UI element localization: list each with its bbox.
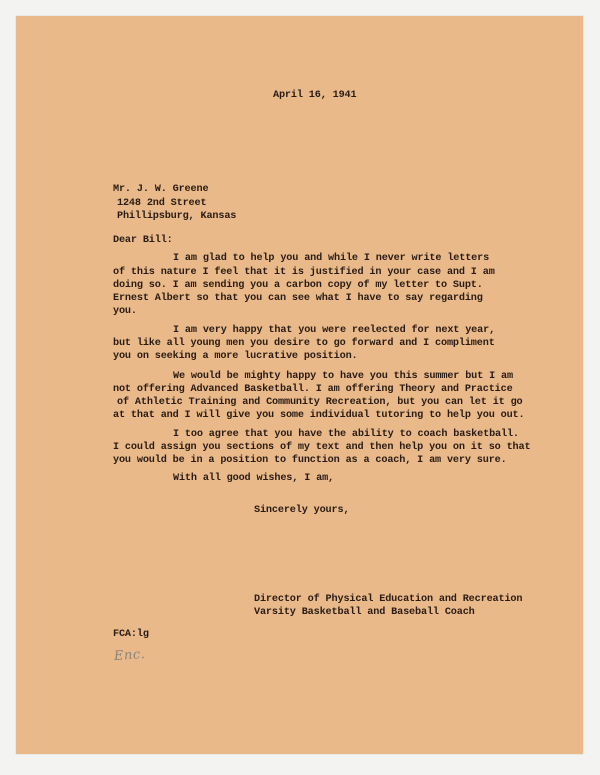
letter-date: April 16, 1941 [273,90,357,101]
paragraph-3-line-1: We would be mighty happy to have you this summer but I am [173,371,513,382]
closing: Sincerely yours, [254,505,350,516]
paragraph-1-line-5: you. [113,306,137,317]
paragraph-2-line-2: but like all young men you desire to go forward and I compliment [113,338,495,349]
paragraph-4-line-1: I too agree that you have the ability to coach basketball. [173,429,519,440]
signature-title-2: Varsity Basketball and Baseball Coach [254,607,475,618]
good-wishes: With all good wishes, I am, [173,473,335,484]
typist-initials: FCA:lg [113,629,149,640]
paragraph-2-line-1: I am very happy that you were reelected for next year, [173,325,496,336]
paragraph-4-line-3: you would be in a position to function as a coach, I am very sure. [113,455,507,466]
salutation: Dear Bill: [113,235,173,246]
enclosure-handwritten-note: Enc. [113,646,146,665]
signature-title-1: Director of Physical Education and Recreation [254,594,523,605]
recipient-street: 1248 2nd Street [117,198,207,209]
paragraph-2-line-3: you on seeking a more lucrative position. [113,351,358,362]
paragraph-1-line-3: doing so. I am sending you a carbon copy of my letter to Supt. [113,280,483,291]
recipient-city: Phillipsburg, Kansas [117,211,237,222]
paragraph-3-line-2: not offering Advanced Basketball. I am offering Theory and Practice [113,384,513,395]
paragraph-4-line-2: I could assign you sections of my text and then help you on it so that [113,442,531,453]
paragraph-3-line-4: at that and I will give you some individual tutoring to help you out. [113,410,525,421]
paragraph-1-line-1: I am glad to help you and while I never write letters [173,253,490,264]
recipient-name: Mr. J. W. Greene [113,184,209,195]
paragraph-1-line-2: of this nature I feel that it is justified in your case and I am [113,267,495,278]
paragraph-3-line-3: of Athletic Training and Community Recreation, but you can let it go [117,397,523,408]
paragraph-1-line-4: Ernest Albert so that you can see what I have to say regarding [113,293,483,304]
